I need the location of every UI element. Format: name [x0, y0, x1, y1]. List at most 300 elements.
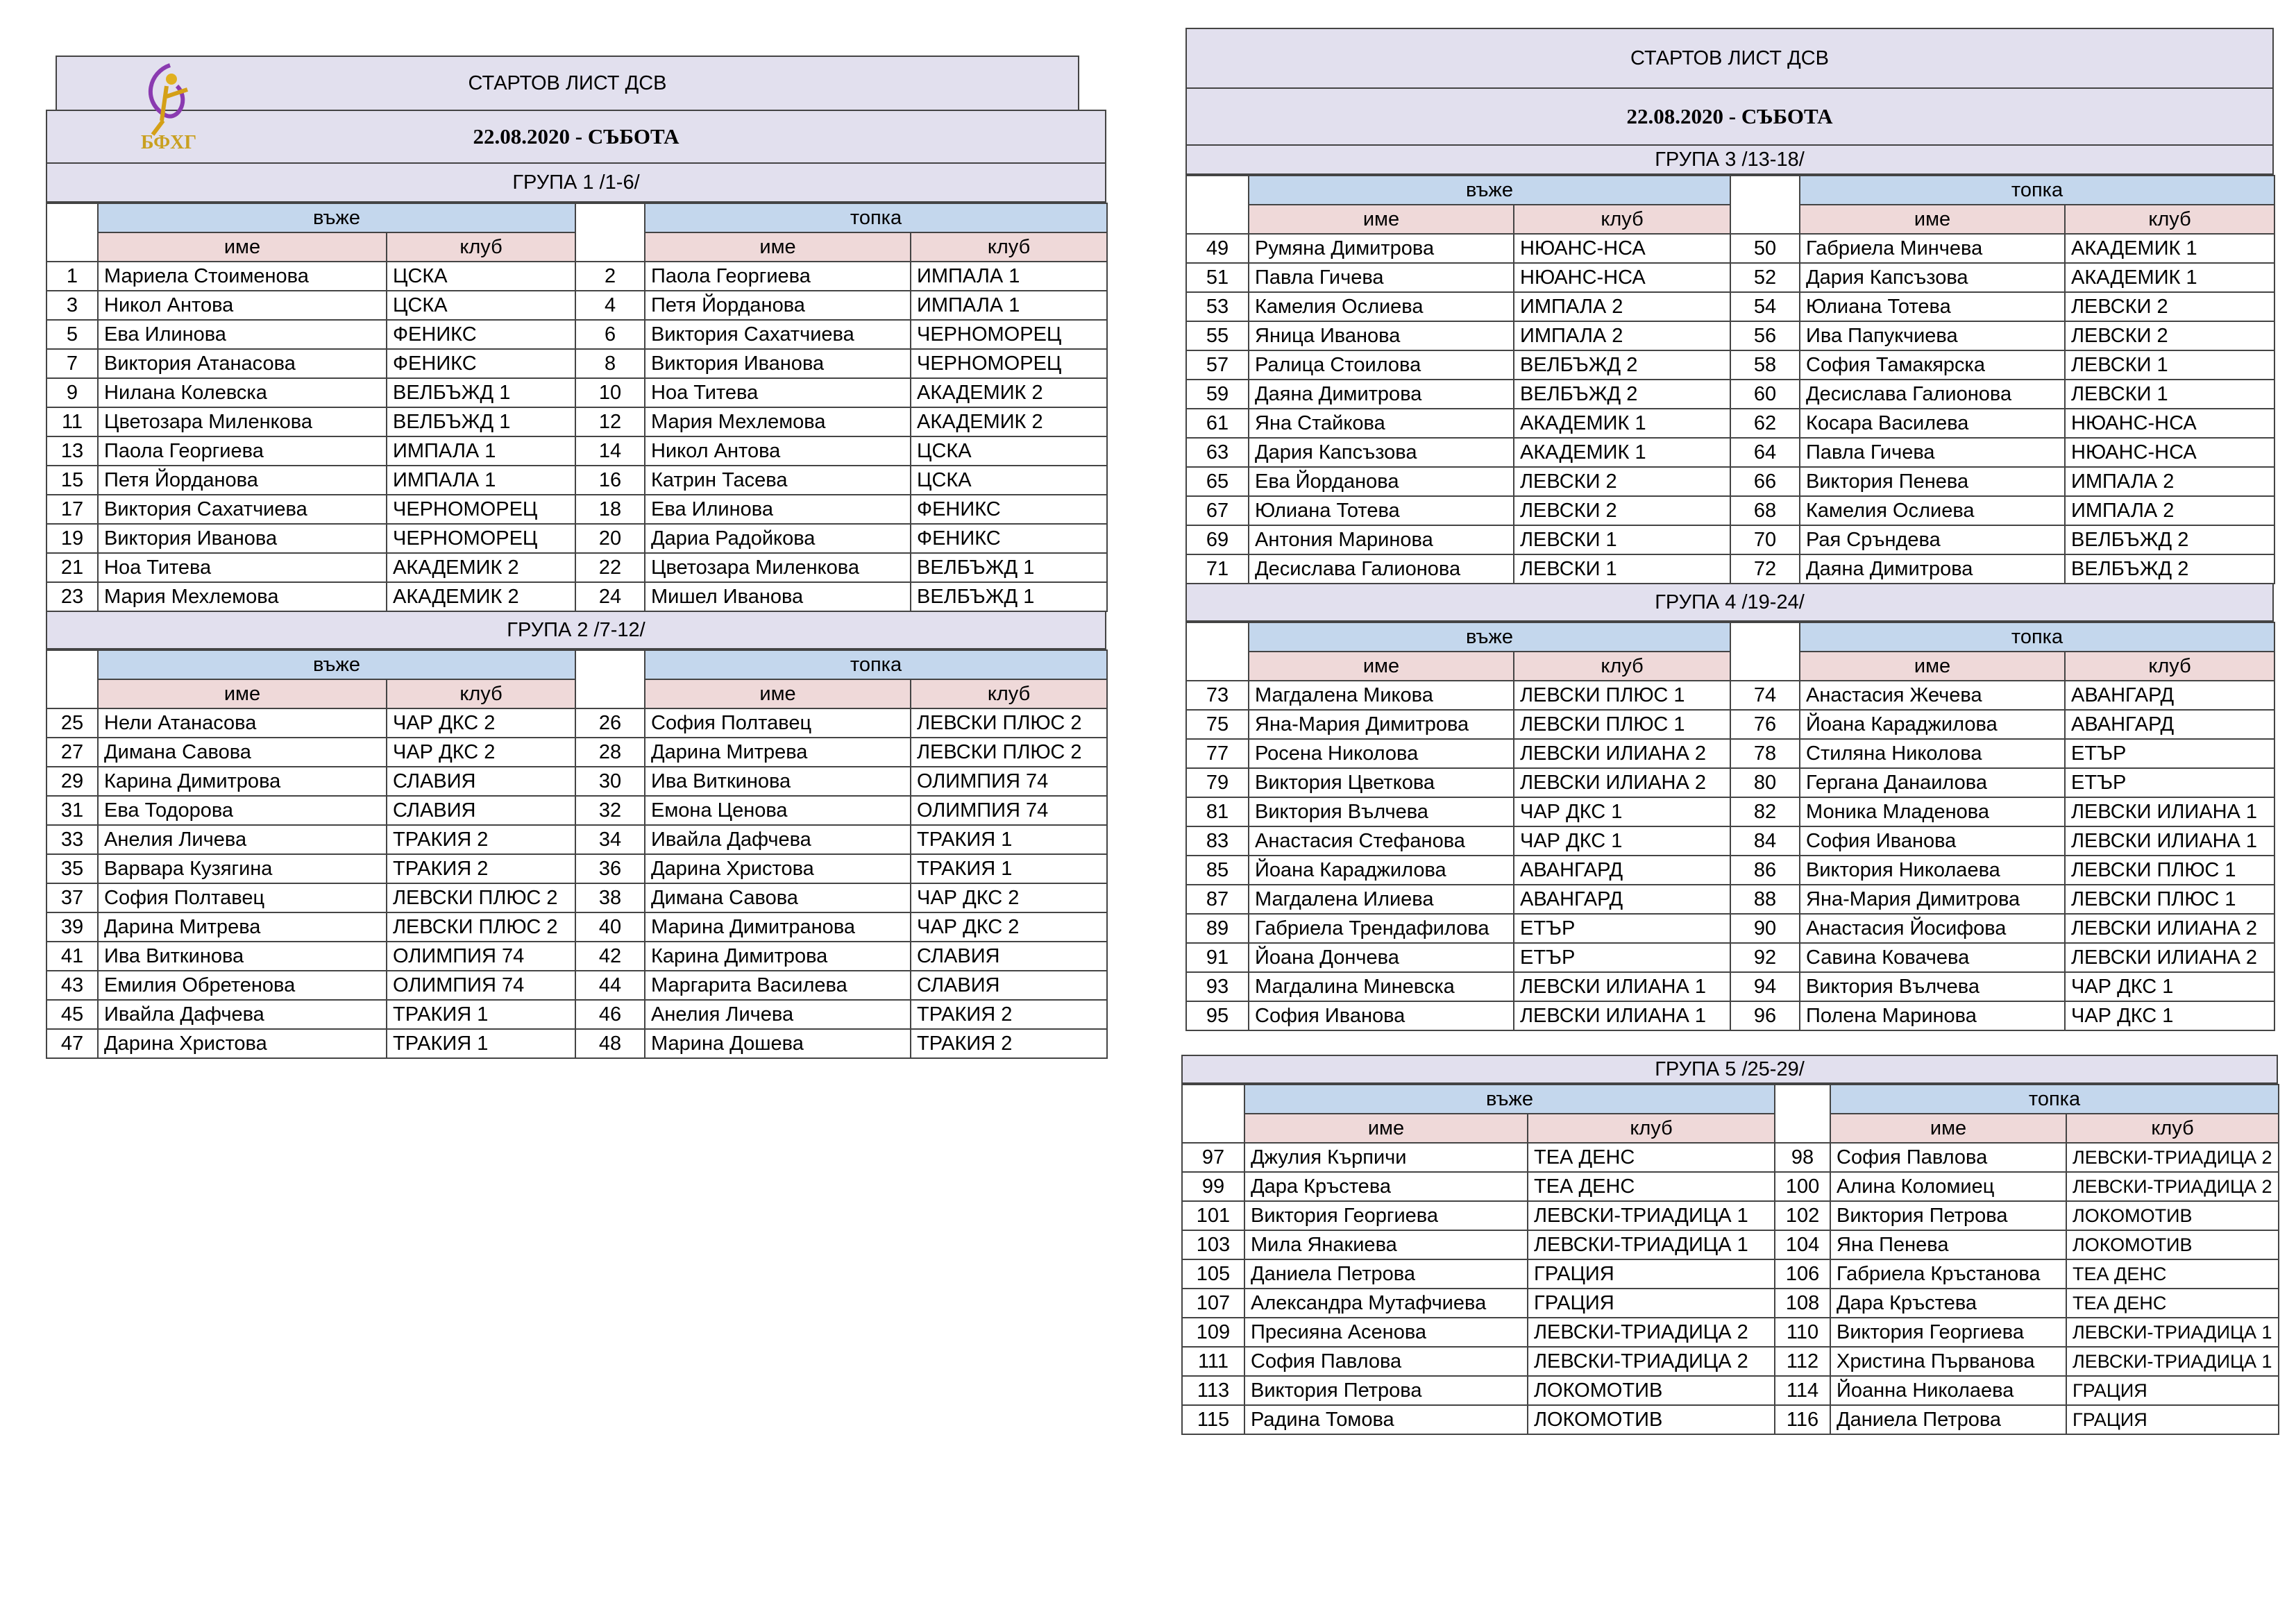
group-title-text: ГРУПА 2 /7-12/: [507, 618, 645, 641]
table-row: [1186, 797, 2274, 826]
group-title-text: ГРУПА 4 /19-24/: [1655, 590, 1805, 613]
club-name: ВЕЛБЪЖД 2: [1514, 380, 1730, 409]
gymnast-name: Йоана Дончева: [1249, 943, 1514, 972]
gymnast-name: Дарина Митрева: [98, 912, 387, 942]
table-row: [47, 320, 1107, 349]
gymnast-name: Ева Тодорова: [98, 796, 387, 825]
club-name: ЛОКОМОТИВ: [2066, 1230, 2279, 1259]
col-club-header: клуб: [2066, 1114, 2279, 1143]
col-name-header: име: [1249, 652, 1514, 681]
table-row: [47, 738, 1107, 767]
start-number: 73: [1186, 681, 1249, 710]
table-row: [1186, 554, 2274, 584]
table-row: [1182, 1405, 2279, 1434]
gymnast-name: Анастасия Стефанова: [1249, 826, 1514, 856]
start-number: 24: [575, 582, 645, 611]
start-number: 76: [1730, 710, 1800, 739]
col-name-header: име: [645, 679, 911, 708]
gymnast-name: Павла Гичева: [1800, 438, 2065, 467]
club-name: ЕТЪР: [2065, 739, 2274, 768]
start-number: 32: [575, 796, 645, 825]
club-name: ИМПАЛА 2: [2065, 496, 2274, 525]
gymnast-name: Анелия Личева: [645, 1000, 911, 1029]
gymnast-name: Емона Ценова: [645, 796, 911, 825]
club-name: НЮАНС-НСА: [1514, 263, 1730, 292]
col-club-header: клуб: [911, 232, 1107, 262]
start-number: 50: [1730, 234, 1800, 263]
club-name: ЛЕВСКИ ПЛЮС 1: [1514, 710, 1730, 739]
gymnast-name: Габриела Трендафилова: [1249, 914, 1514, 943]
col-name-header: име: [1249, 205, 1514, 234]
club-name: ЛЕВСКИ-ТРИАДИЦА 2: [1528, 1347, 1775, 1376]
gymnast-name: Мишел Иванова: [645, 582, 911, 611]
col-name-header: име: [1830, 1114, 2066, 1143]
apparatus-ball-header: топка: [645, 650, 1107, 679]
club-name: ФЕНИКС: [387, 349, 575, 378]
club-name: ЛЕВСКИ ПЛЮС 2: [911, 708, 1107, 738]
group-title: [46, 164, 1106, 203]
club-name: ИМПАЛА 1: [387, 466, 575, 495]
gymnast-name: Анастасия Йосифова: [1800, 914, 2065, 943]
apparatus-rope-header: въже: [98, 203, 575, 232]
gymnast-name: Юлиана Тотева: [1800, 292, 2065, 321]
start-number: 61: [1186, 409, 1249, 438]
gymnast-name: Виктория Петрова: [1244, 1376, 1528, 1405]
start-number: 51: [1186, 263, 1249, 292]
start-number: 111: [1182, 1347, 1244, 1376]
gymnast-name: Емилия Обретенова: [98, 971, 387, 1000]
table-row: [47, 524, 1107, 553]
start-number: 14: [575, 436, 645, 466]
left-panel: [46, 56, 1106, 1059]
club-name: ЛЕВСКИ ИЛИАНА 2: [2065, 943, 2274, 972]
doc-date-text: 22.08.2020 - СЪБОТА: [1626, 104, 1833, 128]
gymnast-name: Анелия Личева: [98, 825, 387, 854]
club-name: ИМПАЛА 2: [2065, 467, 2274, 496]
table-row: [1186, 321, 2274, 350]
start-number: 104: [1775, 1230, 1830, 1259]
gymnast-name: София Павлова: [1830, 1143, 2066, 1172]
table-row: [47, 291, 1107, 320]
gymnast-name: Яна Пенева: [1830, 1230, 2066, 1259]
gymnast-name: Мила Янакиева: [1244, 1230, 1528, 1259]
club-name: ТРАКИЯ 1: [911, 854, 1107, 883]
gymnast-name: Димана Савова: [98, 738, 387, 767]
table-row: [1186, 768, 2274, 797]
gymnast-name: София Полтавец: [98, 883, 387, 912]
start-number: 114: [1775, 1376, 1830, 1405]
club-name: ВЕЛБЪЖД 2: [1514, 350, 1730, 380]
start-number: 47: [47, 1029, 98, 1058]
start-number: 110: [1775, 1318, 1830, 1347]
club-name: ЦСКА: [911, 436, 1107, 466]
col-name-header: име: [1800, 652, 2065, 681]
gymnast-name: Александра Мутафчиева: [1244, 1289, 1528, 1318]
blank-cell: [47, 650, 98, 708]
col-name-header: име: [645, 232, 911, 262]
club-name: СЛАВИЯ: [911, 971, 1107, 1000]
gymnast-name: Магдалена Микова: [1249, 681, 1514, 710]
gymnast-name: Виктория Пенева: [1800, 467, 2065, 496]
start-number: 26: [575, 708, 645, 738]
gymnast-name: Павла Гичева: [1249, 263, 1514, 292]
club-name: ЛЕВСКИ ПЛЮС 2: [387, 883, 575, 912]
start-number: 33: [47, 825, 98, 854]
club-name: ЧЕРНОМОРЕЦ: [911, 320, 1107, 349]
start-number: 100: [1775, 1172, 1830, 1201]
gymnast-name: София Полтавец: [645, 708, 911, 738]
club-name: ЕТЪР: [1514, 943, 1730, 972]
club-name: АКАДЕМИК 1: [2065, 263, 2274, 292]
federation-logo: [128, 58, 212, 155]
start-number: 59: [1186, 380, 1249, 409]
club-name: ЕТЪР: [2065, 768, 2274, 797]
gymnast-name: Яна Стайкова: [1249, 409, 1514, 438]
start-number: 2: [575, 262, 645, 291]
gymnast-name: Ива Папукчиева: [1800, 321, 2065, 350]
gymnast-name: Ивайла Дафчева: [645, 825, 911, 854]
gymnast-name: Алина Коломиец: [1830, 1172, 2066, 1201]
table-row: [1182, 1376, 2279, 1405]
start-number: 67: [1186, 496, 1249, 525]
table-row: [47, 262, 1107, 291]
start-number: 97: [1182, 1143, 1244, 1172]
gymnast-name: Яна-Мария Димитрова: [1249, 710, 1514, 739]
gymnast-name: Ива Виткинова: [645, 767, 911, 796]
table-row: [1186, 409, 2274, 438]
start-number: 34: [575, 825, 645, 854]
start-number: 12: [575, 407, 645, 436]
club-name: ЛЕВСКИ 1: [2065, 350, 2274, 380]
table-row: [1182, 1201, 2279, 1230]
start-number: 107: [1182, 1289, 1244, 1318]
start-number: 75: [1186, 710, 1249, 739]
gymnast-name: Маргарита Василева: [645, 971, 911, 1000]
gymnast-name: Рая Сръндева: [1800, 525, 2065, 554]
gymnast-name: Савина Ковачева: [1800, 943, 2065, 972]
table-row: [47, 912, 1107, 942]
col-club-header: клуб: [911, 679, 1107, 708]
gymnast-name: Камелия Ослиева: [1249, 292, 1514, 321]
table-row: [1186, 972, 2274, 1001]
gymnast-name: Десислава Галионова: [1800, 380, 2065, 409]
gymnast-name: Нилана Колевска: [98, 378, 387, 407]
table-row: [1186, 710, 2274, 739]
gymnast-name: София Тамакярска: [1800, 350, 2065, 380]
table-row: [1186, 885, 2274, 914]
table-row: [47, 708, 1107, 738]
gymnast-name: Косара Василева: [1800, 409, 2065, 438]
start-number: 95: [1186, 1001, 1249, 1030]
doc-date-text: 22.08.2020 - СЪБОТА: [473, 124, 679, 148]
club-name: ЛЕВСКИ 2: [1514, 467, 1730, 496]
club-name: ТРАКИЯ 1: [911, 825, 1107, 854]
col-club-header: клуб: [1514, 652, 1730, 681]
table-row: [47, 553, 1107, 582]
gymnast-name: Карина Димитрова: [645, 942, 911, 971]
start-number: 80: [1730, 768, 1800, 797]
table-row: [1182, 1230, 2279, 1259]
group-table-5: [1181, 1084, 2279, 1435]
club-name: НЮАНС-НСА: [2065, 409, 2274, 438]
gymnast-name: Ева Илинова: [98, 320, 387, 349]
start-number: 71: [1186, 554, 1249, 584]
club-name: ВЕЛБЪЖД 1: [387, 378, 575, 407]
blank-cell: [1730, 622, 1800, 681]
start-number: 49: [1186, 234, 1249, 263]
start-number: 46: [575, 1000, 645, 1029]
gymnast-name: Румяна Димитрова: [1249, 234, 1514, 263]
club-name: ЛЕВСКИ-ТРИАДИЦА 1: [1528, 1201, 1775, 1230]
start-number: 108: [1775, 1289, 1830, 1318]
gymnast-name: Карина Димитрова: [98, 767, 387, 796]
club-name: ОЛИМПИЯ 74: [387, 971, 575, 1000]
start-number: 70: [1730, 525, 1800, 554]
gymnast-name: Никол Антова: [645, 436, 911, 466]
club-name: ЛЕВСКИ 2: [1514, 496, 1730, 525]
table-row: [47, 1000, 1107, 1029]
club-name: ЕТЪР: [1514, 914, 1730, 943]
gymnast-name: София Иванова: [1249, 1001, 1514, 1030]
table-row: [1186, 914, 2274, 943]
table-row: [1182, 1143, 2279, 1172]
club-name: ТЕА ДЕНС: [2066, 1259, 2279, 1289]
right-panel-lower: [1181, 1055, 2278, 1435]
club-name: ЧЕРНОМОРЕЦ: [387, 495, 575, 524]
club-name: ОЛИМПИЯ 74: [911, 767, 1107, 796]
start-number: 42: [575, 942, 645, 971]
start-number: 62: [1730, 409, 1800, 438]
club-name: ЛЕВСКИ 1: [2065, 380, 2274, 409]
start-number: 63: [1186, 438, 1249, 467]
club-name: АКАДЕМИК 2: [387, 582, 575, 611]
club-name: ИМПАЛА 1: [911, 262, 1107, 291]
club-name: ЛЕВСКИ-ТРИАДИЦА 2: [1528, 1318, 1775, 1347]
start-number: 86: [1730, 856, 1800, 885]
club-name: ГРАЦИЯ: [1528, 1289, 1775, 1318]
start-number: 4: [575, 291, 645, 320]
group-title-text: ГРУПА 3 /13-18/: [1655, 148, 1805, 171]
club-name: ОЛИМПИЯ 74: [911, 796, 1107, 825]
club-name: ЛЕВСКИ ПЛЮС 1: [2065, 885, 2274, 914]
gymnast-name: Йоана Караджилова: [1249, 856, 1514, 885]
start-number: 77: [1186, 739, 1249, 768]
start-number: 64: [1730, 438, 1800, 467]
club-name: ЛЕВСКИ ИЛИАНА 2: [1514, 739, 1730, 768]
blank-cell: [1775, 1085, 1830, 1143]
club-name: ЧАР ДКС 1: [2065, 972, 2274, 1001]
club-name: СЛАВИЯ: [387, 796, 575, 825]
start-number: 45: [47, 1000, 98, 1029]
gymnast-name: Яна-Мария Димитрова: [1800, 885, 2065, 914]
right-panel: [1185, 28, 2274, 1031]
start-number: 52: [1730, 263, 1800, 292]
club-name: ВЕЛБЪЖД 1: [911, 553, 1107, 582]
club-name: ЛЕВСКИ ИЛИАНА 1: [2065, 797, 2274, 826]
table-row: [47, 971, 1107, 1000]
table-row: [1186, 856, 2274, 885]
start-number: 92: [1730, 943, 1800, 972]
club-name: ИМПАЛА 2: [1514, 321, 1730, 350]
gymnast-name: Антония Маринова: [1249, 525, 1514, 554]
club-name: ЛОКОМОТИВ: [1528, 1376, 1775, 1405]
gymnast-name: Анастасия Жечева: [1800, 681, 2065, 710]
club-name: ЛЕВСКИ ИЛИАНА 2: [2065, 914, 2274, 943]
gymnast-name: Мария Мехлемова: [98, 582, 387, 611]
club-name: ИМПАЛА 1: [387, 436, 575, 466]
gymnast-name: Габриела Кръстанова: [1830, 1259, 2066, 1289]
table-row: [1186, 467, 2274, 496]
start-number: 53: [1186, 292, 1249, 321]
club-name: ЧАР ДКС 1: [1514, 826, 1730, 856]
start-number: 30: [575, 767, 645, 796]
club-name: ФЕНИКС: [387, 320, 575, 349]
start-number: 19: [47, 524, 98, 553]
col-club-header: клуб: [387, 232, 575, 262]
start-number: 72: [1730, 554, 1800, 584]
group-table-3: [1185, 175, 2275, 584]
start-number: 94: [1730, 972, 1800, 1001]
gymnast-name: Виктория Сахатчиева: [98, 495, 387, 524]
start-number: 79: [1186, 768, 1249, 797]
start-number: 74: [1730, 681, 1800, 710]
table-row: [1186, 496, 2274, 525]
start-number: 29: [47, 767, 98, 796]
club-name: АВАНГАРД: [1514, 885, 1730, 914]
club-name: ЛЕВСКИ 1: [1514, 525, 1730, 554]
col-club-header: клуб: [1528, 1114, 1775, 1143]
gymnast-name: Виктория Петрова: [1830, 1201, 2066, 1230]
club-name: ЛОКОМОТИВ: [1528, 1405, 1775, 1434]
table-row: [47, 582, 1107, 611]
club-name: ЛЕВСКИ ПЛЮС 2: [911, 738, 1107, 767]
club-name: ЛЕВСКИ 2: [2065, 321, 2274, 350]
start-number: 37: [47, 883, 98, 912]
apparatus-ball-header: топка: [1800, 622, 2274, 652]
start-number: 112: [1775, 1347, 1830, 1376]
start-number: 1: [47, 262, 98, 291]
start-number: 20: [575, 524, 645, 553]
club-name: ЦСКА: [911, 466, 1107, 495]
club-name: ОЛИМПИЯ 74: [387, 942, 575, 971]
blank-cell: [1182, 1085, 1244, 1143]
gymnast-name: Марина Димитранова: [645, 912, 911, 942]
gymnast-name: Дара Кръстева: [1830, 1289, 2066, 1318]
club-name: ЛЕВСКИ-ТРИАДИЦА 1: [2066, 1347, 2279, 1376]
start-number: 57: [1186, 350, 1249, 380]
gymnast-name: Паола Георгиева: [98, 436, 387, 466]
club-name: ЛЕВСКИ-ТРИАДИЦА 1: [2066, 1318, 2279, 1347]
start-number: 103: [1182, 1230, 1244, 1259]
gymnast-name: Юлиана Тотева: [1249, 496, 1514, 525]
start-number: 56: [1730, 321, 1800, 350]
club-name: ГРАЦИЯ: [2066, 1405, 2279, 1434]
start-number: 105: [1182, 1259, 1244, 1289]
gymnast-name: Виктория Иванова: [98, 524, 387, 553]
gymnast-name: Петя Йорданова: [645, 291, 911, 320]
apparatus-rope-header: въже: [1249, 622, 1730, 652]
col-club-header: клуб: [387, 679, 575, 708]
start-number: 109: [1182, 1318, 1244, 1347]
start-number: 91: [1186, 943, 1249, 972]
start-number: 88: [1730, 885, 1800, 914]
gymnast-name: Паола Георгиева: [645, 262, 911, 291]
start-number: 43: [47, 971, 98, 1000]
start-number: 3: [47, 291, 98, 320]
gymnast-name: Магдалена Илиева: [1249, 885, 1514, 914]
table-row: [1186, 234, 2274, 263]
club-name: ЛЕВСКИ ИЛИАНА 1: [2065, 826, 2274, 856]
gymnast-name: София Иванова: [1800, 826, 2065, 856]
club-name: ТРАКИЯ 2: [387, 825, 575, 854]
start-number: 27: [47, 738, 98, 767]
club-name: ЧЕРНОМОРЕЦ: [911, 349, 1107, 378]
club-name: АКАДЕМИК 2: [911, 378, 1107, 407]
apparatus-rope-header: въже: [98, 650, 575, 679]
group-table-4: [1185, 622, 2275, 1031]
gymnast-name: Моника Младенова: [1800, 797, 2065, 826]
start-number: 31: [47, 796, 98, 825]
gymnast-name: Даяна Димитрова: [1249, 380, 1514, 409]
club-name: ЛЕВСКИ ПЛЮС 1: [1514, 681, 1730, 710]
gymnast-name: Дария Капсъзова: [1249, 438, 1514, 467]
club-name: АКАДЕМИК 2: [911, 407, 1107, 436]
club-name: НЮАНС-НСА: [2065, 438, 2274, 467]
start-number: 83: [1186, 826, 1249, 856]
start-number: 23: [47, 582, 98, 611]
club-name: АВАНГАРД: [1514, 856, 1730, 885]
table-row: [47, 495, 1107, 524]
gymnast-name: Ева Илинова: [645, 495, 911, 524]
group-title-text: ГРУПА 1 /1-6/: [512, 171, 640, 194]
gymnast-name: Йоана Караджилова: [1800, 710, 2065, 739]
gymnast-name: Яница Иванова: [1249, 321, 1514, 350]
club-name: ЧАР ДКС 1: [2065, 1001, 2274, 1030]
table-row: [1186, 943, 2274, 972]
club-name: ТРАКИЯ 1: [387, 1029, 575, 1058]
gymnast-name: Гергана Данаилова: [1800, 768, 2065, 797]
club-name: ГРАЦИЯ: [2066, 1376, 2279, 1405]
table-row: [1182, 1347, 2279, 1376]
group-table-1: [46, 203, 1108, 612]
apparatus-rope-header: въже: [1244, 1085, 1775, 1114]
club-name: ЛЕВСКИ ИЛИАНА 2: [1514, 768, 1730, 797]
club-name: ТРАКИЯ 2: [911, 1000, 1107, 1029]
start-number: 16: [575, 466, 645, 495]
start-number: 22: [575, 553, 645, 582]
gymnast-name: Даниела Петрова: [1830, 1405, 2066, 1434]
start-number: 81: [1186, 797, 1249, 826]
col-name-header: име: [98, 232, 387, 262]
start-number: 55: [1186, 321, 1249, 350]
start-number: 69: [1186, 525, 1249, 554]
gymnast-name: Десислава Галионова: [1249, 554, 1514, 584]
gymnast-name: Ива Виткинова: [98, 942, 387, 971]
gymnast-name: Виктория Вълчева: [1249, 797, 1514, 826]
club-name: ЛЕВСКИ-ТРИАДИЦА 2: [2066, 1172, 2279, 1201]
table-row: [1186, 263, 2274, 292]
gymnast-name: Варвара Кузягина: [98, 854, 387, 883]
club-name: ВЕЛБЪЖД 1: [911, 582, 1107, 611]
table-row: [47, 825, 1107, 854]
club-name: ЦСКА: [387, 291, 575, 320]
doc-title: [1185, 28, 2274, 87]
table-row: [1182, 1318, 2279, 1347]
gymnast-name: Дариа Радойкова: [645, 524, 911, 553]
club-name: АКАДЕМИК 1: [1514, 409, 1730, 438]
apparatus-rope-header: въже: [1249, 176, 1730, 205]
start-number: 21: [47, 553, 98, 582]
